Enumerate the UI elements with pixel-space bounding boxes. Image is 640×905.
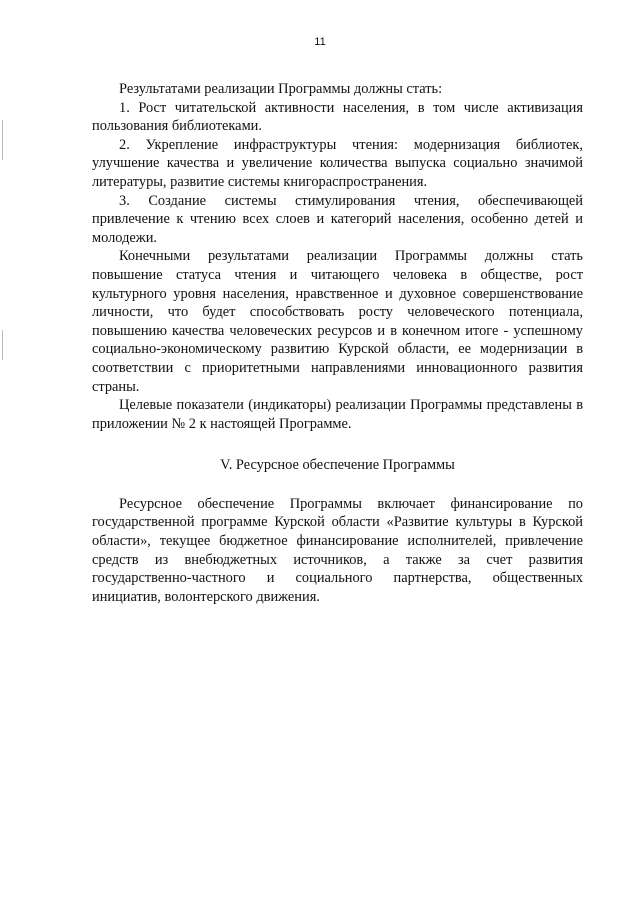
paragraph-final-results: Конечными результатами реализации Программы должны стать повышение статуса чтения и читающего человека в обществе, рост культурного уровня населения, нравственное и духовное совершенствование личности, что будет способствовать росту человеческого потенциала, повышению качества человеческих ресурсов и в конечном итоге - успешному социально-экономическому развитию Курской области, ее модернизации в соответствии с приоритетными направлениями инновационного развития страны. <box>92 248 583 395</box>
paragraph-resource-provision: Ресурсное обеспечение Программы включает финансирование по государственной программе Курской области «Развитие культуры в Курской области», текущее бюджетное финансирование исполнителей, привлечение средств из внебюджетных источников, а также за счет развития государственно-частного и социального партнерства, общественных инициатив, волонтерского движения. <box>92 495 583 605</box>
document-body <box>92 80 583 606</box>
scan-margin-mark <box>2 330 3 360</box>
paragraph-intro: Результатами реализации Программы должны стать: <box>119 81 443 97</box>
section-heading: V. Ресурсное обеспечение Программы <box>220 457 455 474</box>
paragraph-item-1: 1. Рост читательской активности населения, в том числе активизация пользования библиотеками. <box>92 99 583 135</box>
paragraph-item-3: 3. Создание системы стимулирования чтения, обеспечивающей привлечение к чтению всех слоев и категорий населения, особенно детей и молодежи. <box>92 192 583 246</box>
scan-margin-mark <box>2 120 3 160</box>
page-number: 11 <box>314 36 326 48</box>
paragraph-item-2: 2. Укрепление инфраструктуры чтения: модернизация библиотек, улучшение качества и увеличение количества выпуска социально значимой литературы, развитие системы книгораспространения. <box>92 136 583 190</box>
paragraph-target-indicators: Целевые показатели (индикаторы) реализации Программы представлены в приложении № 2 к настоящей Программе. <box>92 397 583 432</box>
